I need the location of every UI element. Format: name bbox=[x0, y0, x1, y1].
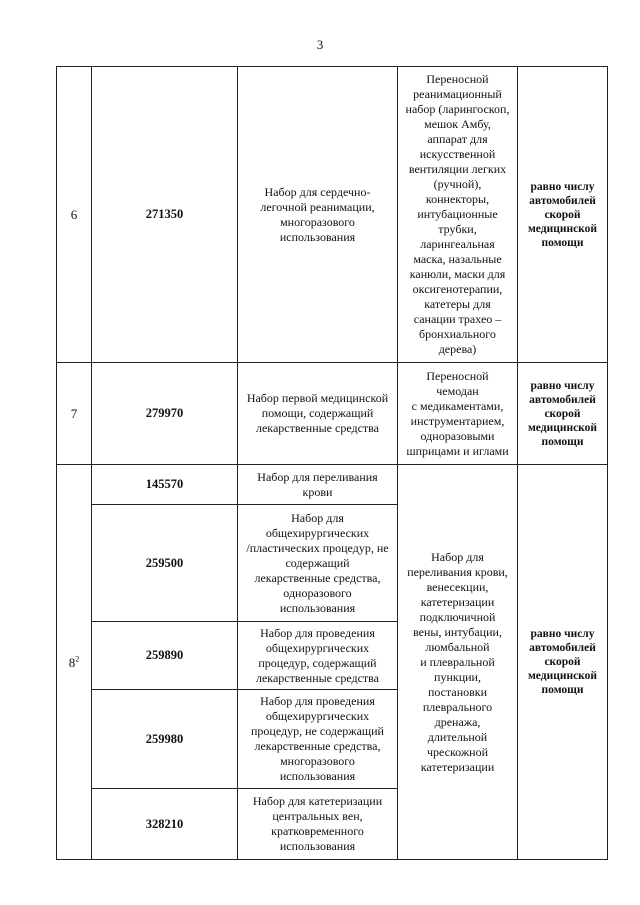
text-line: длительной bbox=[427, 729, 488, 744]
text-line: катетеры для bbox=[424, 297, 491, 311]
text-line: общехирургических bbox=[265, 640, 370, 655]
text-line: одноразовыми bbox=[420, 428, 495, 443]
text-line: коннекторы, bbox=[425, 192, 490, 206]
text-line: легочной реанимации, bbox=[260, 199, 375, 214]
text-line: автомобилей bbox=[529, 194, 596, 207]
text-line: Набор для bbox=[291, 510, 344, 525]
item-name bbox=[238, 363, 398, 465]
text-line: лекарственные средства, bbox=[254, 739, 381, 753]
text-line: Переносной bbox=[426, 72, 489, 86]
text-line: дренажа, bbox=[434, 714, 481, 729]
text-line: дерева) bbox=[438, 342, 477, 356]
item-code: 259980 bbox=[92, 690, 238, 789]
text-line: маска, назальные bbox=[413, 252, 502, 266]
text-line: одноразового bbox=[283, 585, 352, 600]
table-row bbox=[57, 67, 608, 363]
text-line: скорой bbox=[544, 208, 581, 221]
item-name bbox=[238, 67, 398, 363]
text-line: /пластических процедур, не bbox=[246, 540, 389, 555]
text-line: люмбальной bbox=[425, 639, 490, 654]
text-line: автомобилей bbox=[529, 642, 596, 654]
table-row bbox=[57, 363, 608, 465]
text-line: кратковременного bbox=[271, 824, 364, 838]
text-line: катетеризации bbox=[420, 594, 495, 609]
text-line: процедур, содержащий bbox=[258, 655, 377, 670]
text-line: Набор для bbox=[431, 549, 484, 564]
text-line: Набор первой медицинской bbox=[246, 391, 389, 405]
text-line: чемодан bbox=[436, 383, 479, 398]
text-line: многоразового bbox=[280, 214, 355, 229]
item-code: 279970 bbox=[92, 363, 238, 465]
kit-description bbox=[398, 465, 518, 860]
item-name bbox=[238, 690, 398, 789]
quantity bbox=[518, 363, 608, 465]
text-line: лекарственные средства, bbox=[254, 570, 381, 585]
text-line: медицинской bbox=[527, 670, 598, 682]
kit-description bbox=[398, 67, 518, 363]
text-line: центральных вен, bbox=[272, 809, 363, 823]
text-line: (ручной), bbox=[433, 177, 482, 191]
text-line: использования bbox=[279, 769, 356, 783]
item-code: 259890 bbox=[92, 622, 238, 690]
row-number bbox=[57, 465, 92, 860]
text-line: многоразового bbox=[280, 754, 355, 768]
text-line: бронхиального bbox=[419, 327, 496, 341]
text-line: содержащий bbox=[285, 555, 350, 570]
text-line: канюли, маски для bbox=[409, 267, 506, 281]
text-line: переливания крови, bbox=[407, 564, 508, 579]
text-line: Набор для сердечно- bbox=[264, 184, 371, 199]
text-line: Набор для переливания bbox=[257, 469, 378, 484]
text-line: оксигенотерапии, bbox=[412, 282, 503, 296]
text-line: процедур, не содержащий bbox=[251, 724, 384, 738]
item-code: 328210 bbox=[92, 789, 238, 860]
text-line: Набор для проведения bbox=[260, 694, 375, 708]
text-line: скорой bbox=[544, 656, 581, 668]
text-line: Набор для проведения bbox=[260, 625, 375, 640]
text-line: использования bbox=[279, 229, 356, 244]
text-line: с медикаментами, bbox=[411, 398, 504, 413]
text-line: чрескожной bbox=[426, 744, 489, 759]
text-line: санации трахео – bbox=[413, 312, 502, 326]
text-line: шприцами и иглами bbox=[406, 443, 509, 458]
text-line: плеврального bbox=[422, 699, 493, 714]
text-line: набор (ларингоскоп, bbox=[405, 102, 510, 116]
text-line: крови bbox=[302, 484, 333, 499]
text-line: Переносной bbox=[426, 368, 489, 383]
text-line: аппарат для bbox=[427, 132, 488, 146]
item-name bbox=[238, 789, 398, 860]
text-line: реанимационный bbox=[413, 87, 502, 101]
text-line: общехирургических bbox=[265, 709, 370, 723]
text-line: медицинской bbox=[527, 222, 598, 235]
text-line: лекарственные средства bbox=[255, 421, 380, 435]
text-line: общехирургических bbox=[265, 525, 370, 540]
item-name bbox=[238, 622, 398, 690]
text-line: искусственной bbox=[419, 147, 496, 161]
page-number: 3 bbox=[316, 37, 324, 52]
text-line: равно числу bbox=[530, 379, 595, 392]
text-line: помощи bbox=[541, 236, 584, 249]
text-line: подключичной bbox=[419, 609, 496, 624]
text-line: лекарственные средства bbox=[255, 670, 380, 685]
text-line: инструментарием, bbox=[410, 413, 505, 428]
text-line: пункции, bbox=[434, 669, 481, 684]
kit-description bbox=[398, 363, 518, 465]
text-line: Набор для катетеризации bbox=[252, 794, 383, 808]
text-line: постановки bbox=[427, 684, 488, 699]
row-number: 6 bbox=[57, 67, 92, 363]
text-line: ларингеальная bbox=[420, 237, 495, 251]
quantity bbox=[518, 67, 608, 363]
text-line: использования bbox=[279, 600, 356, 615]
text-line: интубационные bbox=[417, 207, 498, 221]
item-name bbox=[238, 465, 398, 505]
quantity bbox=[518, 465, 608, 860]
table-row bbox=[57, 465, 608, 505]
text-line: скорой bbox=[544, 407, 581, 420]
item-code: 259500 bbox=[92, 505, 238, 622]
text-line: равно числу bbox=[530, 628, 595, 640]
row-number-superscript: 2 bbox=[75, 654, 80, 664]
text-line: помощи bbox=[541, 684, 584, 696]
equipment-table bbox=[56, 66, 608, 860]
text-line: помощи bbox=[541, 435, 584, 448]
item-code: 271350 bbox=[92, 67, 238, 363]
text-line: венесекции, bbox=[426, 579, 489, 594]
text-line: медицинской bbox=[527, 421, 598, 434]
text-line: вентиляции легких bbox=[408, 162, 507, 176]
text-line: равно числу bbox=[530, 180, 595, 193]
row-number: 7 bbox=[57, 363, 92, 465]
item-name bbox=[238, 505, 398, 622]
item-code: 145570 bbox=[92, 465, 238, 505]
text-line: катетеризации bbox=[420, 759, 495, 774]
text-line: вены, интубации, bbox=[413, 624, 502, 639]
text-line: автомобилей bbox=[529, 393, 596, 406]
text-line: трубки, bbox=[438, 222, 477, 236]
text-line: и плевральной bbox=[420, 654, 495, 669]
text-line: мешок Амбу, bbox=[424, 117, 491, 131]
text-line: помощи, содержащий bbox=[261, 406, 374, 420]
row-number-value: 8 bbox=[68, 654, 76, 670]
text-line: использования bbox=[279, 839, 356, 853]
